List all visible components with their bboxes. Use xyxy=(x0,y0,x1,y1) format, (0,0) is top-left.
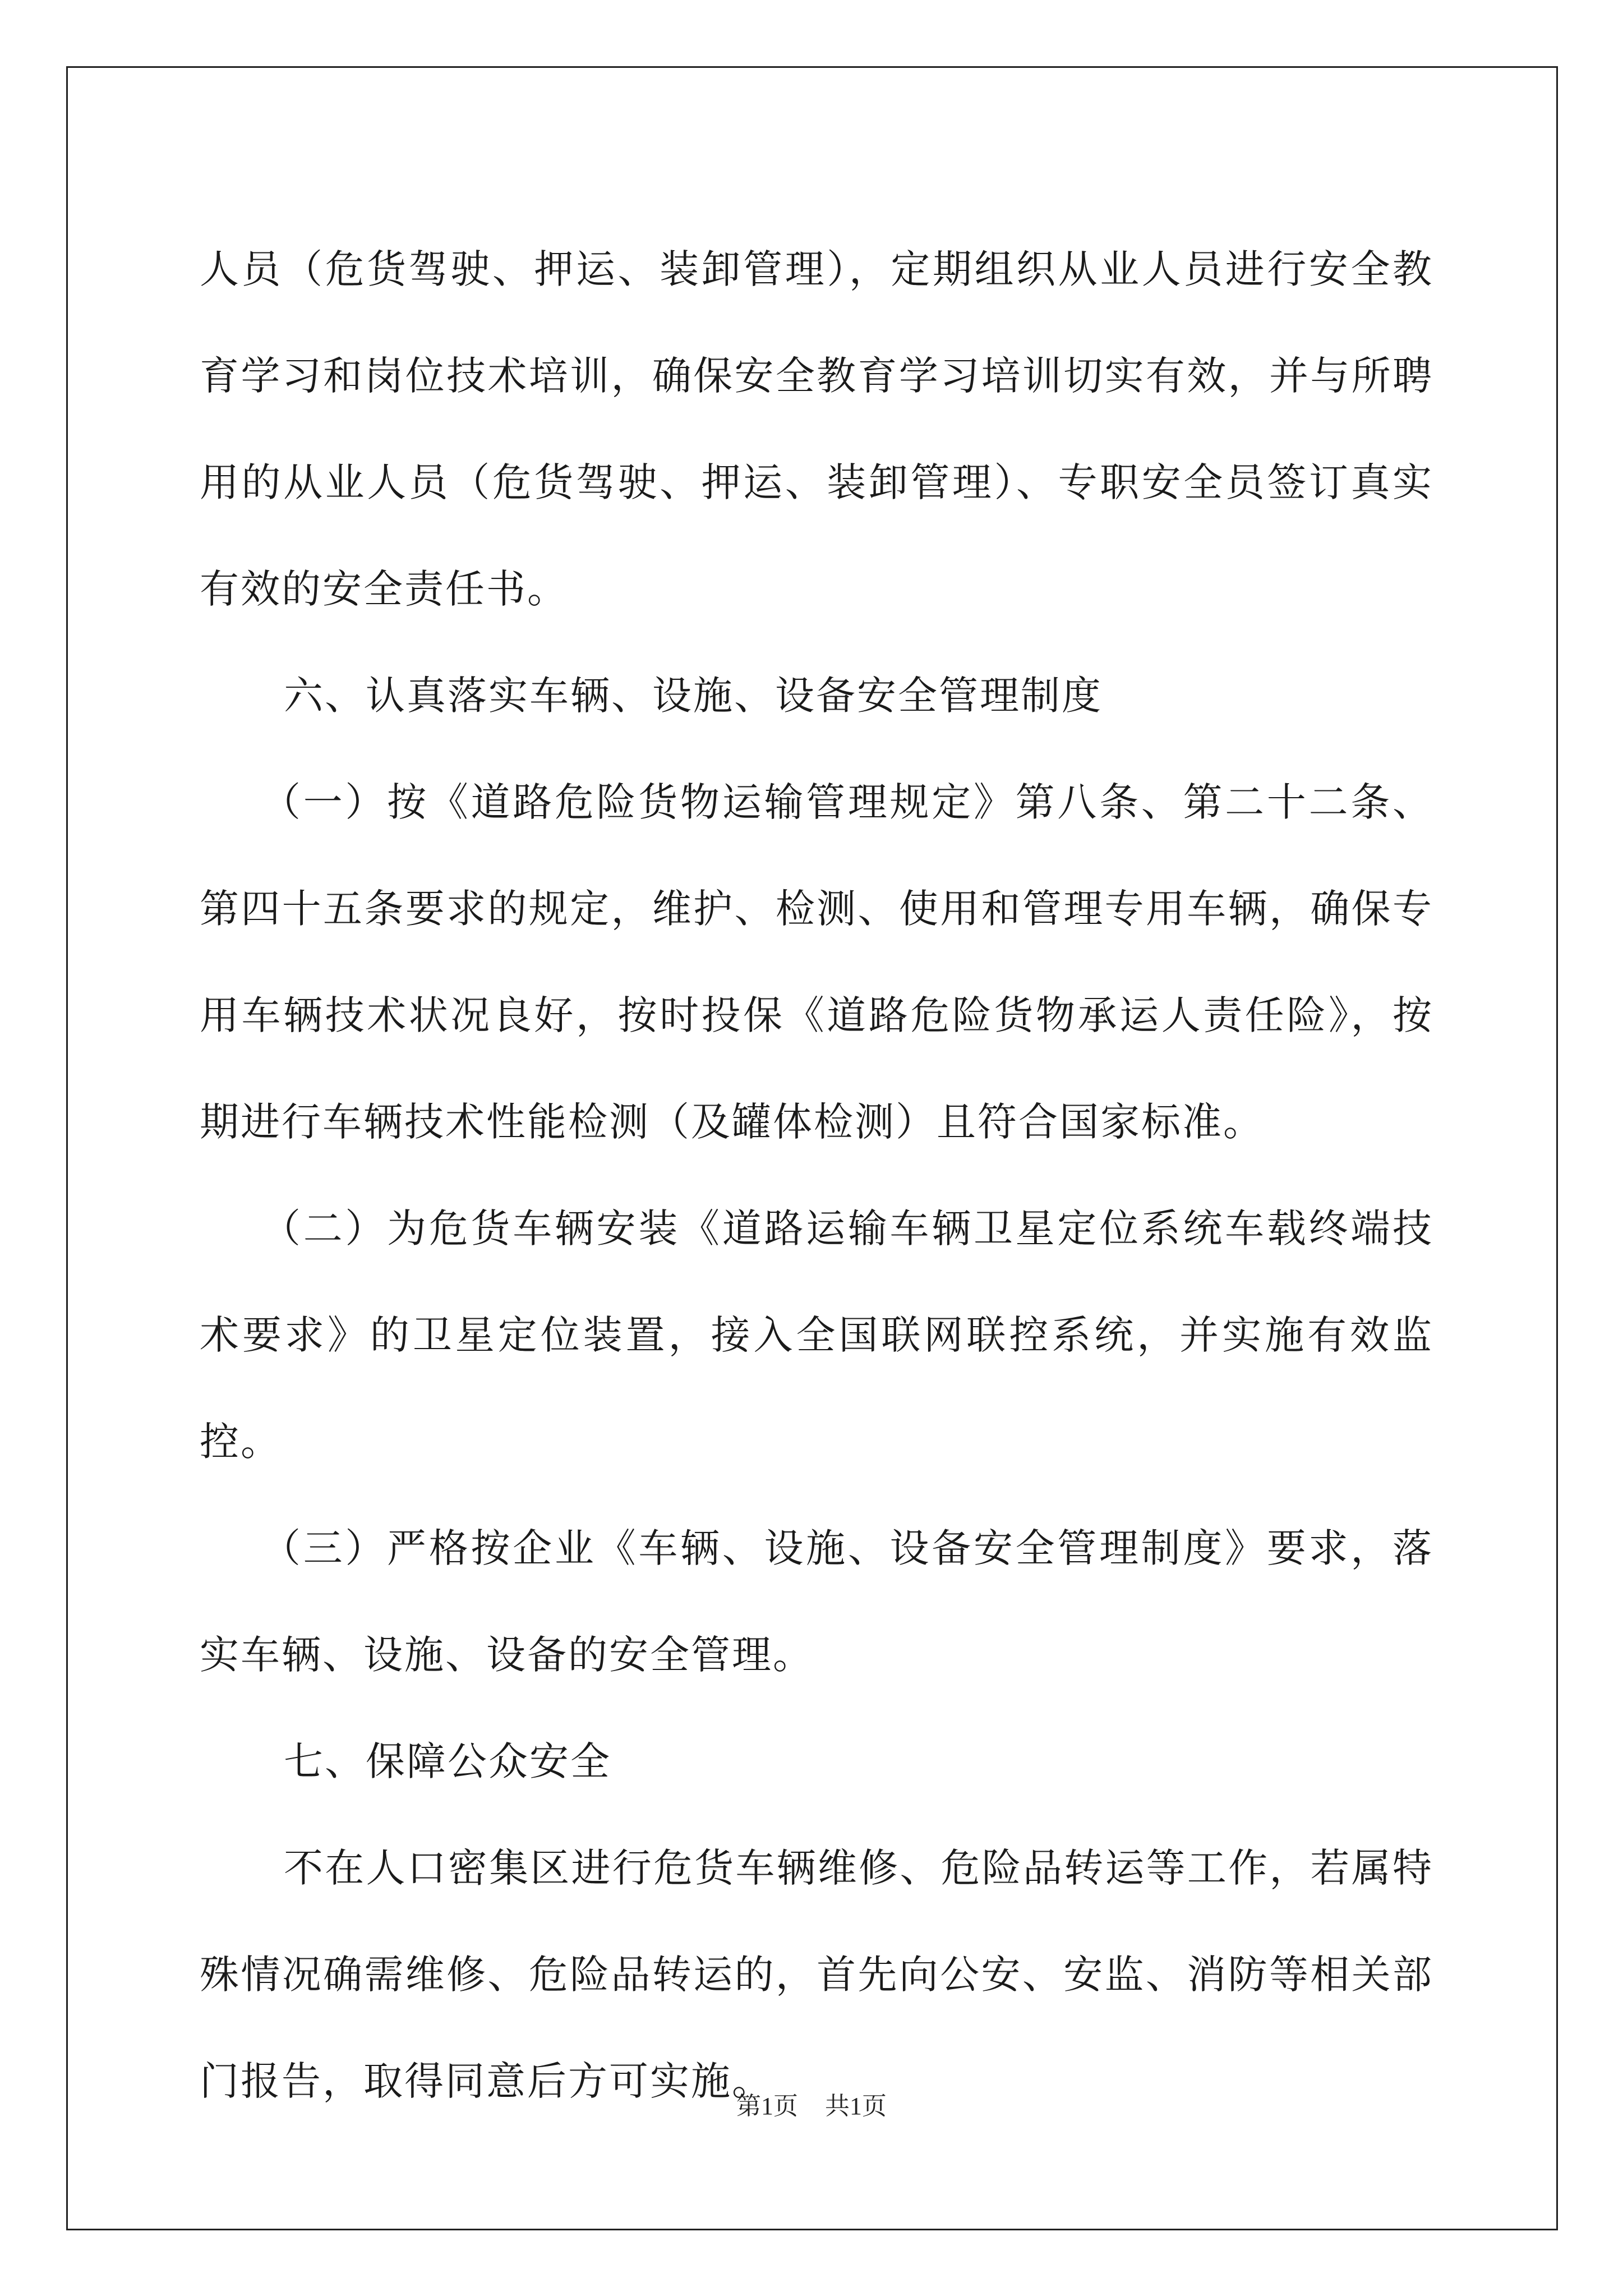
page-number-current: 第1页 xyxy=(736,2092,798,2120)
paragraph-responsibility-letter: 人员（危货驾驶、押运、装卸管理），定期组织从业人员进行安全教育学习和岗位技术培训，确保安全教育学习培训切实有效，并与所聘用的从业人员（危货驾驶、押运、装卸管理）、专职安全员签订真实有效的安全责任书。 xyxy=(200,246,1433,612)
paragraph-public-safety: 不在人口密集区进行危货车辆维修、危险品转运等工作，若属特殊情况确需维修、危险品转运的，首先向公安、安监、消防等相关部门报告，取得同意后方可实施。 xyxy=(200,1845,1433,2104)
paragraph-item-one: （一）按《道路危险货物运输管理规定》第八条、第二十二条、第四十五条要求的规定，维护、检测、使用和管理专用车辆，确保专用车辆技术状况良好，按时投保《道路危险货物承运人责任险》，按期进行车辆技术性能检测（及罐体检测）且符合国家标准。 xyxy=(200,779,1433,1145)
paragraph-item-two: （二）为危货车辆安装《道路运输车辆卫星定位系统车载终端技术要求》的卫星定位装置，接入全国联网联控系统，并实施有效监控。 xyxy=(200,1205,1433,1465)
page-footer xyxy=(0,2086,1623,2122)
section-heading-seven: 七、保障公众安全 xyxy=(284,1738,611,1784)
section-heading-six: 六、认真落实车辆、设施、设备安全管理制度 xyxy=(284,673,1103,719)
document-body xyxy=(200,216,1433,2134)
paragraph-item-three: （三）严格按企业《车辆、设施、设备安全管理制度》要求，落实车辆、设施、设备的安全管理。 xyxy=(200,1525,1433,1678)
page-number-total: 共1页 xyxy=(825,2092,887,2120)
